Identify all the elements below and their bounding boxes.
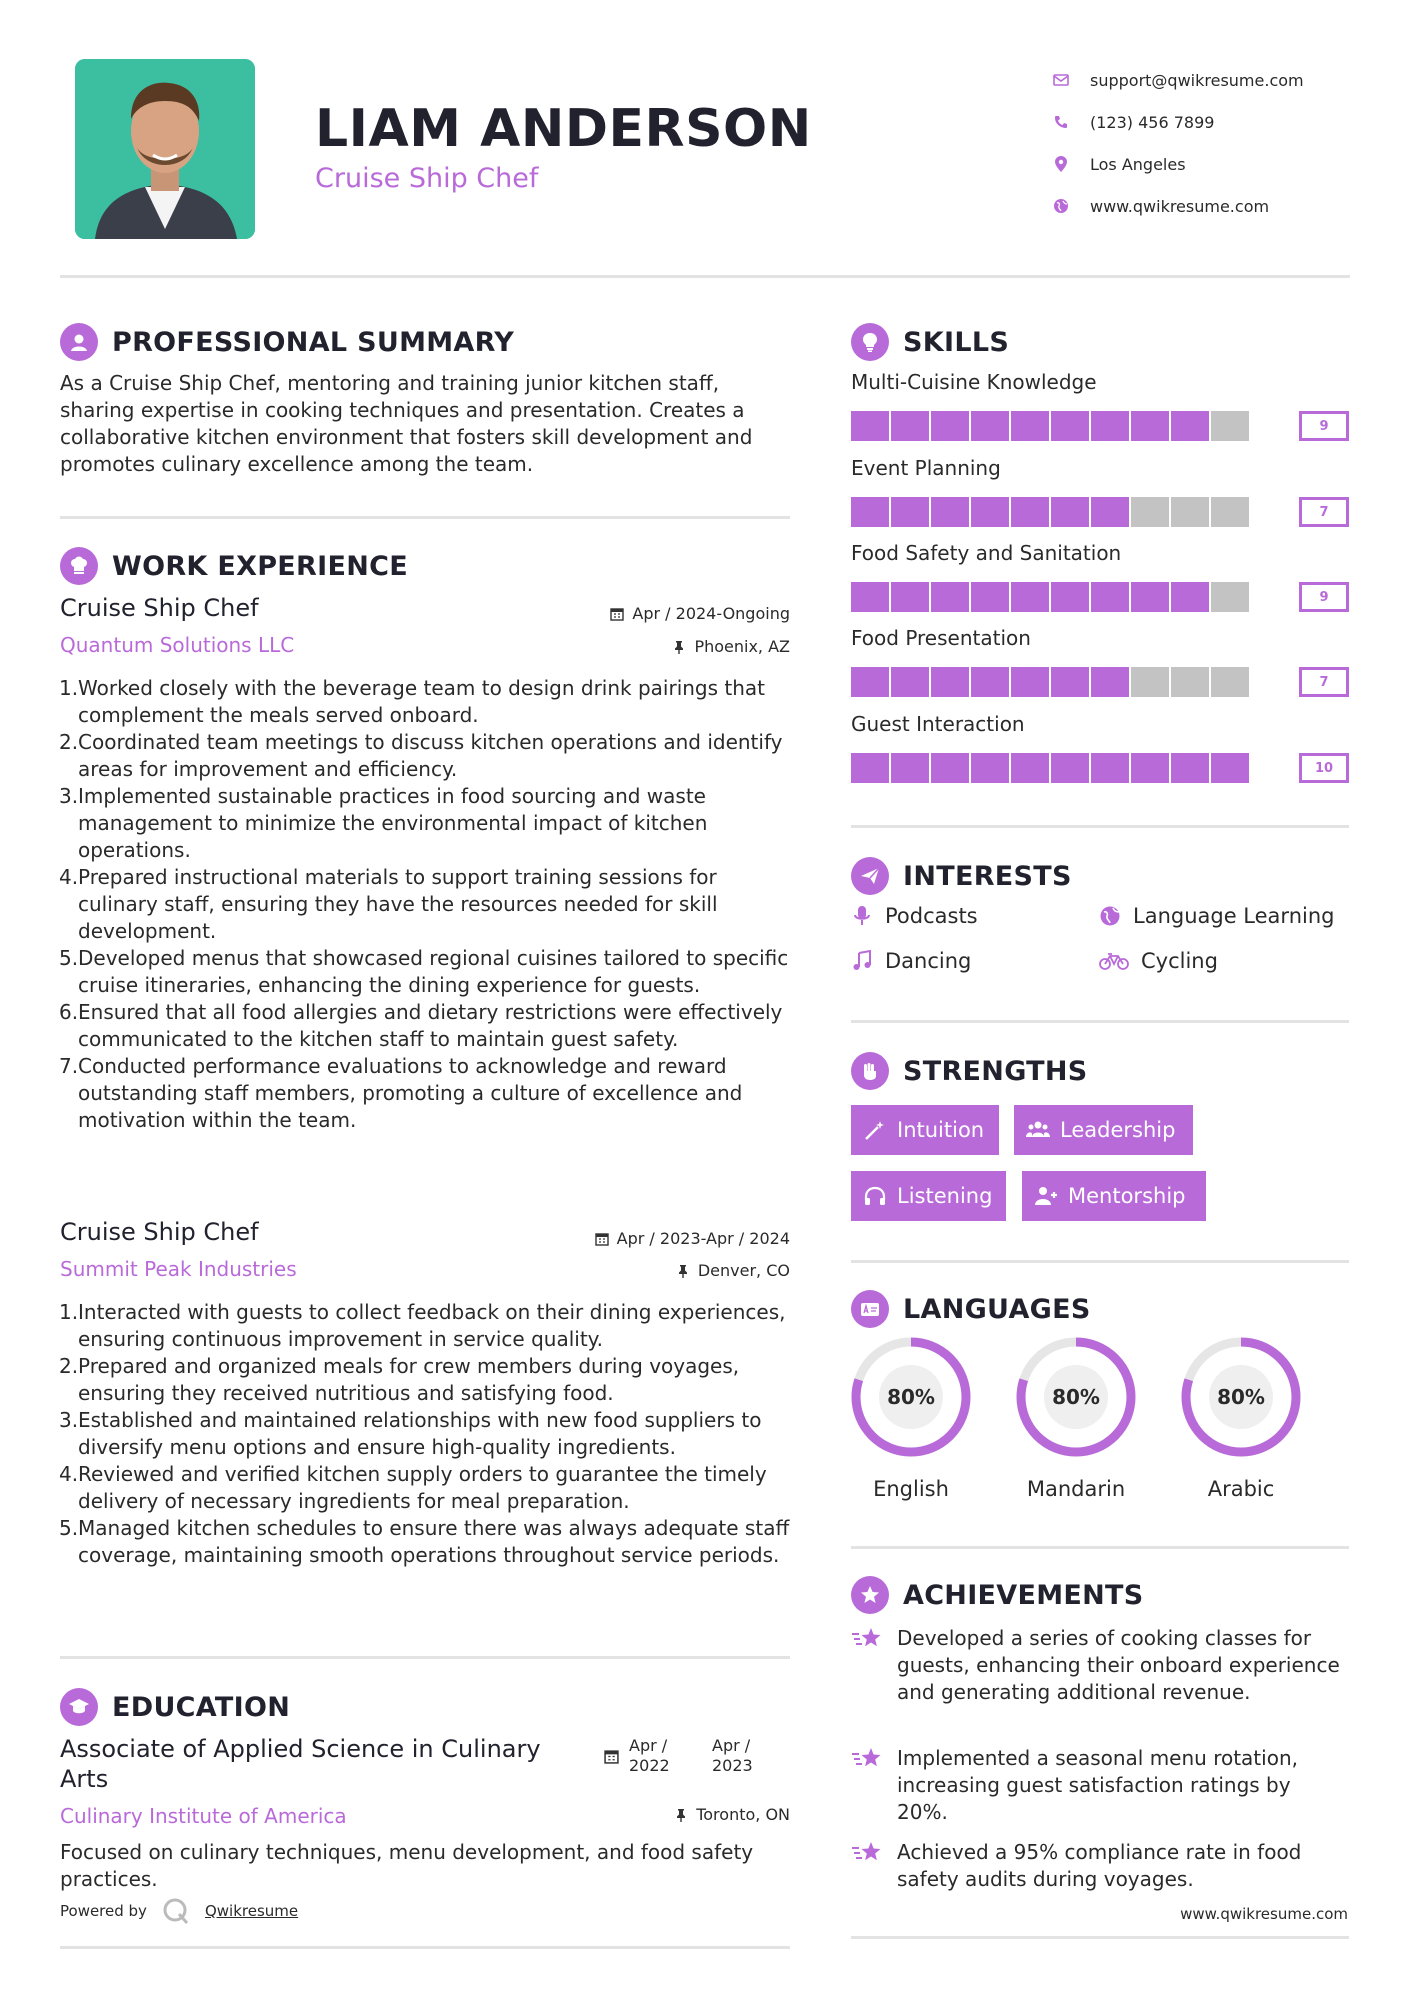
pushpin-icon: [672, 640, 686, 654]
language-english-percent: 80%: [887, 1385, 935, 1409]
education-heading: [60, 1688, 290, 1726]
skill-4: [851, 626, 1349, 697]
language-mandarin-name: Mandarin: [1026, 1477, 1126, 1501]
list-item: Prepared and organized meals for crew members during voyages, ensuring they received nutritious and satisfying food.: [78, 1354, 740, 1405]
strength-leadership: [1014, 1105, 1193, 1155]
strength-listening: [851, 1171, 1006, 1221]
skill-segment: [851, 497, 891, 527]
skill-1-name: Multi-Cuisine Knowledge: [851, 370, 1097, 394]
skill-segment: [931, 582, 971, 612]
skill-segment: [1171, 497, 1211, 527]
skill-segment: [1051, 582, 1091, 612]
education-location-text: Toronto, ON: [696, 1805, 790, 1824]
summary-heading: [60, 323, 514, 361]
list-item: Developed menus that showcased regional cuisines tailored to specific cruise itineraries, enhancing the dining experience for guests.: [78, 946, 789, 997]
job-1-company: Quantum Solutions LLC: [60, 633, 295, 657]
skill-segment: [1211, 667, 1251, 697]
paper-plane-icon: [851, 857, 889, 895]
skill-segment: [1171, 753, 1211, 783]
skill-segment: [1011, 411, 1051, 441]
hand-fist-icon: [851, 1052, 889, 1090]
strengths-divider: [851, 1260, 1349, 1263]
globe-icon: [1099, 905, 1121, 927]
star-badge-icon: [851, 1576, 889, 1614]
experience-divider: [60, 1656, 790, 1659]
language-arabic: [1179, 1335, 1303, 1501]
powered-by: [60, 1896, 298, 1926]
skill-segment: [1091, 411, 1131, 441]
contact-phone[interactable]: [1050, 101, 1350, 143]
skill-segment: [891, 411, 931, 441]
language-mandarin: [1014, 1335, 1138, 1501]
skill-segment: [851, 667, 891, 697]
interest-dancing: [851, 949, 971, 973]
summary-heading-text: PROFESSIONAL SUMMARY: [112, 326, 515, 358]
skill-segment: [931, 411, 971, 441]
contact-location-text: Los Angeles: [1090, 154, 1186, 174]
achievement-3: [851, 1839, 1341, 1893]
skill-segment: [1171, 582, 1211, 612]
skill-4-score: 7: [1299, 667, 1349, 697]
microphone-icon: [851, 905, 873, 927]
skill-1-bar: [851, 411, 1349, 441]
skill-2-bar: [851, 497, 1349, 527]
skill-segment: [931, 667, 971, 697]
job-2-dates-text: Apr / 2023-Apr / 2024: [616, 1229, 790, 1248]
list-item: Managed kitchen schedules to ensure there was always adequate staff coverage, maintaining smooth operations throughout service periods.: [78, 1516, 790, 1567]
contact-list: [1050, 59, 1350, 227]
skill-segment: [1091, 753, 1131, 783]
skill-segment: [971, 753, 1011, 783]
skill-segment: [1131, 753, 1171, 783]
list-item: Worked closely with the beverage team to design drink pairings that complement the meals served onboard.: [78, 676, 766, 727]
strength-leadership-text: Leadership: [1060, 1118, 1176, 1142]
pushpin-icon: [676, 1264, 690, 1278]
list-item: Conducted performance evaluations to acknowledge and reward outstanding staff members, promoting a culture of excellence and motivation within the team.: [78, 1054, 743, 1132]
interest-cycling: [1099, 949, 1218, 973]
skills-heading-text: SKILLS: [903, 326, 1010, 358]
skill-segment: [1051, 753, 1091, 783]
achievement-1-text: Developed a series of cooking classes for guests, enhancing their onboard experience and generating additional revenue.: [897, 1626, 1340, 1704]
languages-divider: [851, 1546, 1349, 1549]
contact-location: [1050, 143, 1350, 185]
users-icon: [1026, 1119, 1050, 1141]
list-item: Prepared instructional materials to support training sessions for culinary staff, ensuring they have the resources needed for skill development.: [78, 865, 718, 943]
headphones-icon: [863, 1185, 887, 1207]
skill-segment: [1211, 753, 1251, 783]
skill-segment: [851, 411, 891, 441]
skill-2-score: 7: [1299, 497, 1349, 527]
achievement-2-text: Implemented a seasonal menu rotation, increasing guest satisfaction ratings by 20%.: [897, 1746, 1298, 1824]
skill-segment: [1131, 497, 1171, 527]
skill-segment: [1011, 667, 1051, 697]
degree-title: Associate of Applied Science in Culinary Arts: [60, 1735, 541, 1793]
education-end: [712, 1736, 757, 1776]
skill-1: [851, 370, 1349, 441]
skill-segment: [891, 753, 931, 783]
skill-segment: [1051, 667, 1091, 697]
education-start: [629, 1736, 674, 1776]
job-1-dates-text: Apr / 2024-Ongoing: [632, 604, 790, 623]
job-1-dates: [490, 604, 790, 623]
pushpin-icon: [674, 1808, 688, 1822]
interest-podcasts-text: Podcasts: [885, 904, 978, 928]
skill-segment: [851, 582, 891, 612]
interest-dancing-text: Dancing: [885, 949, 972, 973]
contact-email-text: support@qwikresume.com: [1090, 70, 1304, 90]
skill-segment: [891, 497, 931, 527]
skill-4-bar: [851, 667, 1349, 697]
experience-heading: [60, 547, 408, 585]
job-1-location-text: Phoenix, AZ: [694, 637, 790, 656]
skill-segment: [971, 667, 1011, 697]
list-item: Implemented sustainable practices in food sourcing and waste management to minimize the environmental impact of kitchen operations.: [78, 784, 708, 862]
skill-1-score: 9: [1299, 411, 1349, 441]
language-icon: [851, 1290, 889, 1328]
education-end-text: Apr / 2023: [712, 1736, 753, 1775]
calendar-icon: [595, 1232, 609, 1246]
lightbulb-icon: [851, 323, 889, 361]
candidate-title: Cruise Ship Chef: [315, 163, 539, 194]
skill-segment: [851, 753, 891, 783]
powered-by-text: Powered by: [60, 1902, 147, 1920]
mail-icon: [1050, 69, 1072, 91]
education-heading-text: EDUCATION: [112, 1691, 291, 1723]
resume-header: [60, 59, 1350, 239]
skill-3: [851, 541, 1349, 612]
globe-icon: [1050, 195, 1072, 217]
achievements-heading-text: ACHIEVEMENTS: [903, 1579, 1144, 1611]
job-2-duties: [60, 1299, 795, 1569]
language-arabic-name: Arabic: [1207, 1477, 1275, 1501]
interest-cycling-text: Cycling: [1141, 949, 1218, 973]
skill-5: [851, 712, 1349, 783]
language-mandarin-percent: 80%: [1052, 1385, 1100, 1409]
education-start-text: Apr / 2022: [629, 1736, 670, 1775]
skill-segment: [931, 753, 971, 783]
star-icon: [851, 1839, 885, 1867]
location-pin-icon: [1050, 153, 1072, 175]
skill-3-bar: [851, 582, 1349, 612]
profile-photo: [75, 59, 255, 239]
strength-listening-text: Listening: [897, 1184, 993, 1208]
skill-segment: [971, 497, 1011, 527]
skill-segment: [891, 667, 931, 697]
summary-divider: [60, 516, 790, 519]
skill-segment: [1131, 411, 1171, 441]
skill-segment: [1051, 411, 1091, 441]
achievements-heading: [851, 1576, 1144, 1614]
skill-5-score: 10: [1299, 753, 1349, 783]
experience-heading-text: WORK EXPERIENCE: [112, 550, 408, 582]
interest-language-learning: [1099, 904, 1334, 928]
skill-2-name: Event Planning: [851, 456, 1001, 480]
job-2-title: Cruise Ship Chef: [60, 1218, 259, 1246]
language-english-name: English: [873, 1477, 949, 1501]
list-item: Established and maintained relationships with new food suppliers to diversify menu options and ensure high-quality ingredients.: [78, 1408, 762, 1459]
strengths-heading-text: STRENGTHS: [903, 1055, 1088, 1087]
calendar-icon: [610, 607, 624, 621]
job-2-company: Summit Peak Industries: [60, 1257, 297, 1281]
skill-5-name: Guest Interaction: [851, 712, 1025, 736]
languages-heading: [851, 1290, 1091, 1328]
skill-segment: [971, 411, 1011, 441]
music-note-icon: [851, 950, 873, 972]
education-description: Focused on culinary techniques, menu development, and food safety practices.: [60, 1840, 754, 1891]
language-arabic-percent: 80%: [1217, 1385, 1265, 1409]
skill-5-bar: [851, 753, 1349, 783]
list-item: Interacted with guests to collect feedback on their dining experiences, ensuring continuous improvement in service quality.: [78, 1300, 786, 1351]
skill-3-name: Food Safety and Sanitation: [851, 541, 1122, 565]
footer-website[interactable]: www.qwikresume.com: [1180, 1905, 1348, 1923]
magic-wand-icon: [863, 1119, 887, 1141]
skill-segment: [971, 582, 1011, 612]
user-plus-icon: [1034, 1185, 1058, 1207]
skills-divider: [851, 825, 1349, 828]
skill-segment: [1091, 497, 1131, 527]
skill-segment: [1211, 411, 1251, 441]
skill-segment: [1211, 497, 1251, 527]
skill-segment: [1131, 582, 1171, 612]
candidate-name: LIAM ANDERSON: [315, 99, 812, 159]
skill-segment: [1211, 582, 1251, 612]
contact-phone-text: (123) 456 7899: [1090, 112, 1215, 132]
strength-intuition-text: Intuition: [897, 1118, 985, 1142]
summary-text: As a Cruise Ship Chef, mentoring and training junior kitchen staff, sharing expertise in cooking techniques and presentation. Creates a collaborative kitchen environment that fosters skill development and promotes culinary excellence among the team.: [60, 371, 753, 476]
footer-divider-left: [60, 1946, 790, 1949]
skill-segment: [1011, 582, 1051, 612]
user-icon: [60, 323, 98, 361]
interests-heading-text: INTERESTS: [903, 860, 1072, 892]
interest-language-learning-text: Language Learning: [1133, 904, 1335, 928]
skill-4-name: Food Presentation: [851, 626, 1031, 650]
skill-segment: [1011, 753, 1051, 783]
contact-website[interactable]: [1050, 185, 1350, 227]
job-1-location: [490, 637, 790, 656]
skill-segment: [1171, 411, 1211, 441]
skills-heading: [851, 323, 1009, 361]
list-item: Coordinated team meetings to discuss kitchen operations and identify areas for improvement and efficiency.: [78, 730, 783, 781]
school-name: Culinary Institute of America: [60, 1804, 347, 1828]
skill-segment: [1051, 497, 1091, 527]
qwikresume-link[interactable]: Qwikresume: [204, 1902, 299, 1920]
achievement-3-text: Achieved a 95% compliance rate in food safety audits during voyages.: [897, 1840, 1302, 1891]
contact-website-text: www.qwikresume.com: [1090, 196, 1270, 216]
interest-podcasts: [851, 904, 978, 928]
list-item: Reviewed and verified kitchen supply orders to guarantee the timely delivery of necessary ingredients for meal preparation.: [78, 1462, 767, 1513]
strengths-heading: [851, 1052, 1088, 1090]
achievement-1: [851, 1625, 1341, 1706]
languages-heading-text: LANGUAGES: [903, 1293, 1091, 1325]
footer-divider-right: [851, 1936, 1349, 1939]
skill-segment: [1091, 667, 1131, 697]
strength-intuition: [851, 1105, 999, 1155]
job-2-location-text: Denver, CO: [697, 1261, 790, 1280]
job-1-duties: [60, 675, 795, 1134]
skill-segment: [1131, 667, 1171, 697]
header-divider: [60, 275, 1350, 278]
skill-segment: [1011, 497, 1051, 527]
star-icon: [851, 1745, 885, 1773]
interests-divider: [851, 1020, 1349, 1023]
skill-segment: [1171, 667, 1211, 697]
skill-segment: [931, 497, 971, 527]
chef-hat-icon: [60, 547, 98, 585]
calendar-icon: [604, 1749, 619, 1764]
skill-3-score: 9: [1299, 582, 1349, 612]
language-english: [849, 1335, 973, 1501]
qwikresume-logo-icon: [161, 1896, 191, 1926]
star-icon: [851, 1625, 885, 1653]
interests-heading: [851, 857, 1072, 895]
phone-icon: [1050, 111, 1072, 133]
bicycle-icon: [1099, 950, 1129, 972]
achievement-2: [851, 1745, 1341, 1826]
graduation-icon: [60, 1688, 98, 1726]
skill-segment: [891, 582, 931, 612]
skill-2: [851, 456, 1349, 527]
job-2-dates: [490, 1229, 790, 1248]
strength-mentorship-text: Mentorship: [1068, 1184, 1186, 1208]
education-location: [490, 1805, 790, 1824]
job-2-location: [490, 1261, 790, 1280]
contact-email[interactable]: [1050, 59, 1350, 101]
skill-segment: [1091, 582, 1131, 612]
list-item: Ensured that all food allergies and dietary restrictions were effectively communicated to the kitchen staff to maintain guest safety.: [78, 1000, 783, 1051]
job-1-title: Cruise Ship Chef: [60, 594, 259, 622]
strength-mentorship: [1022, 1171, 1206, 1221]
